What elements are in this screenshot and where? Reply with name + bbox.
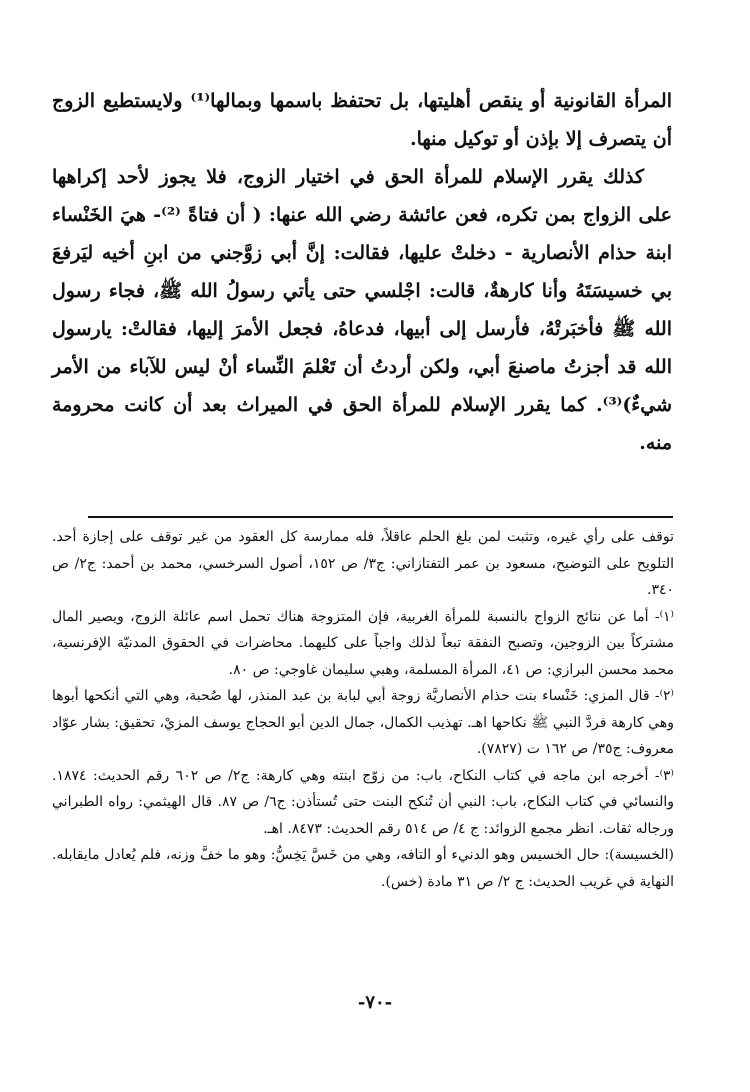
footnote-continuation: توقف على رأي غيره، وتثبت لمن بلغ الحلم عاقلاً، فله ممارسة كل العقود من غير توقف على إجازة أحد. التلويح على التوضيح، مسعود بن عمر التفتازاني: ج٣/ ص ١٥٢، أصول السرخسي، محمد بن أحمد: ج٢/ ص ٣٤٠. bbox=[52, 529, 675, 598]
footnotes-section bbox=[52, 524, 674, 895]
footnote-3: ⁽٣⁾- أخرجه ابن ماجه في كتاب النكاح، باب: من زوّج ابنته وهي كارهة: ج٢/ ص ٦٠٢ رقم الحديث: ١٨٧٤. والنسائي في كتاب النكاح، باب: النبي أن تُنكح البنت حتى تُستأذن: ج٦/ ص ٨٧. قال الهيثمي: رواه الطبراني ورجاله ثقات. انظر مجمع الزوائد: ج ٤/ ص ٥١٤ رقم الحديث: ٨٤٧٣. اهـ. bbox=[52, 767, 674, 837]
main-body-text bbox=[52, 82, 672, 462]
footnote-definition: (الخسيسة): حال الخسيس وهو الدنيء أو التافه، وهي من خَسَّ يَخِسُّ: وهو ما خفَّ وزنه، فلم يُعادل مايقابله. النهاية في غريب الحديث: ج ٢/ ص ٣١ مادة (خس). bbox=[52, 847, 674, 890]
body-paragraph-2: كذلك يقرر الإسلام للمرأة الحق في اختيار الزوج، فلا يجوز لأحد إكراهها على الزواج بمن تكره، فعن عائشة رضي الله عنها: ( أن فتاةً ⁽²⁾- هيَ الخَنْساء ابنة حذام الأنصارية - دخلتْ عليها، فقالت: إنَّ أبي زوَّجني من ابنِ أخيه ليَرفعَ بي خسيسَتَهُ وأنا كارهةٌ، قالت: اجْلسي حتى يأتي رسولُ الله ﷺ، فجاء رسول الله ﷺ فأخبَرتْهُ، فأرسل إلى أبيها، فدعاهُ، فجعل الأمرَ إليها، فقالتْ: يارسول الله قد أجزتُ ماصنعَ أبي، ولكن أردتُ أن تَعْلمَ النِّساء أنْ ليس للآباء من الأمر شيءٌ)⁽³⁾. كما يقرر الإسلام للمرأة الحق في الميراث بعد أن كانت محرومة منه. bbox=[52, 166, 672, 454]
footnote-2: ⁽٢⁾- قال المزي: خَنْساء بنت حذام الأنصاريَّة زوجة أبي لبابة بن عبد المنذر، لها صُحبة، وهي التي أنكحها أبوها وهي كارهة فردَّ النبي ﷺ نكاحها اهـ. تهذيب الكمال، جمال الدين أبو الحجاج يوسف المزيْ، تحقيق: بشار عوّاد معروف: ج٣٥/ ص ١٦٢ ت (٧٨٢٧). bbox=[52, 688, 674, 757]
footnote-separator bbox=[88, 516, 673, 518]
body-paragraph-1: المرأة القانونية أو ينقص أهليتها، بل تحتفظ باسمها وبمالها⁽¹⁾ ولايستطيع الزوج أن يتصرف إلا بإذن أو توكيل منها. bbox=[52, 90, 673, 150]
page-number: -٧٠- bbox=[357, 992, 393, 1013]
footnote-1: ⁽١⁾- أما عن نتائج الزواج بالنسبة للمرأة الغربية، فإن المتزوجة هناك تحمل اسم عائلة الزوج، ويصير المال مشتركاً بين الزوجين، وتصبح النفقة تبعاً لذلك واجباً على كليهما. محاضرات في الحقوق المدنيّة الإفرنسية، محمد محسن البرازي: ص ٤١، المرأة المسلمة، وهبي سليمان غاوجي: ص ٨٠. bbox=[52, 608, 674, 678]
